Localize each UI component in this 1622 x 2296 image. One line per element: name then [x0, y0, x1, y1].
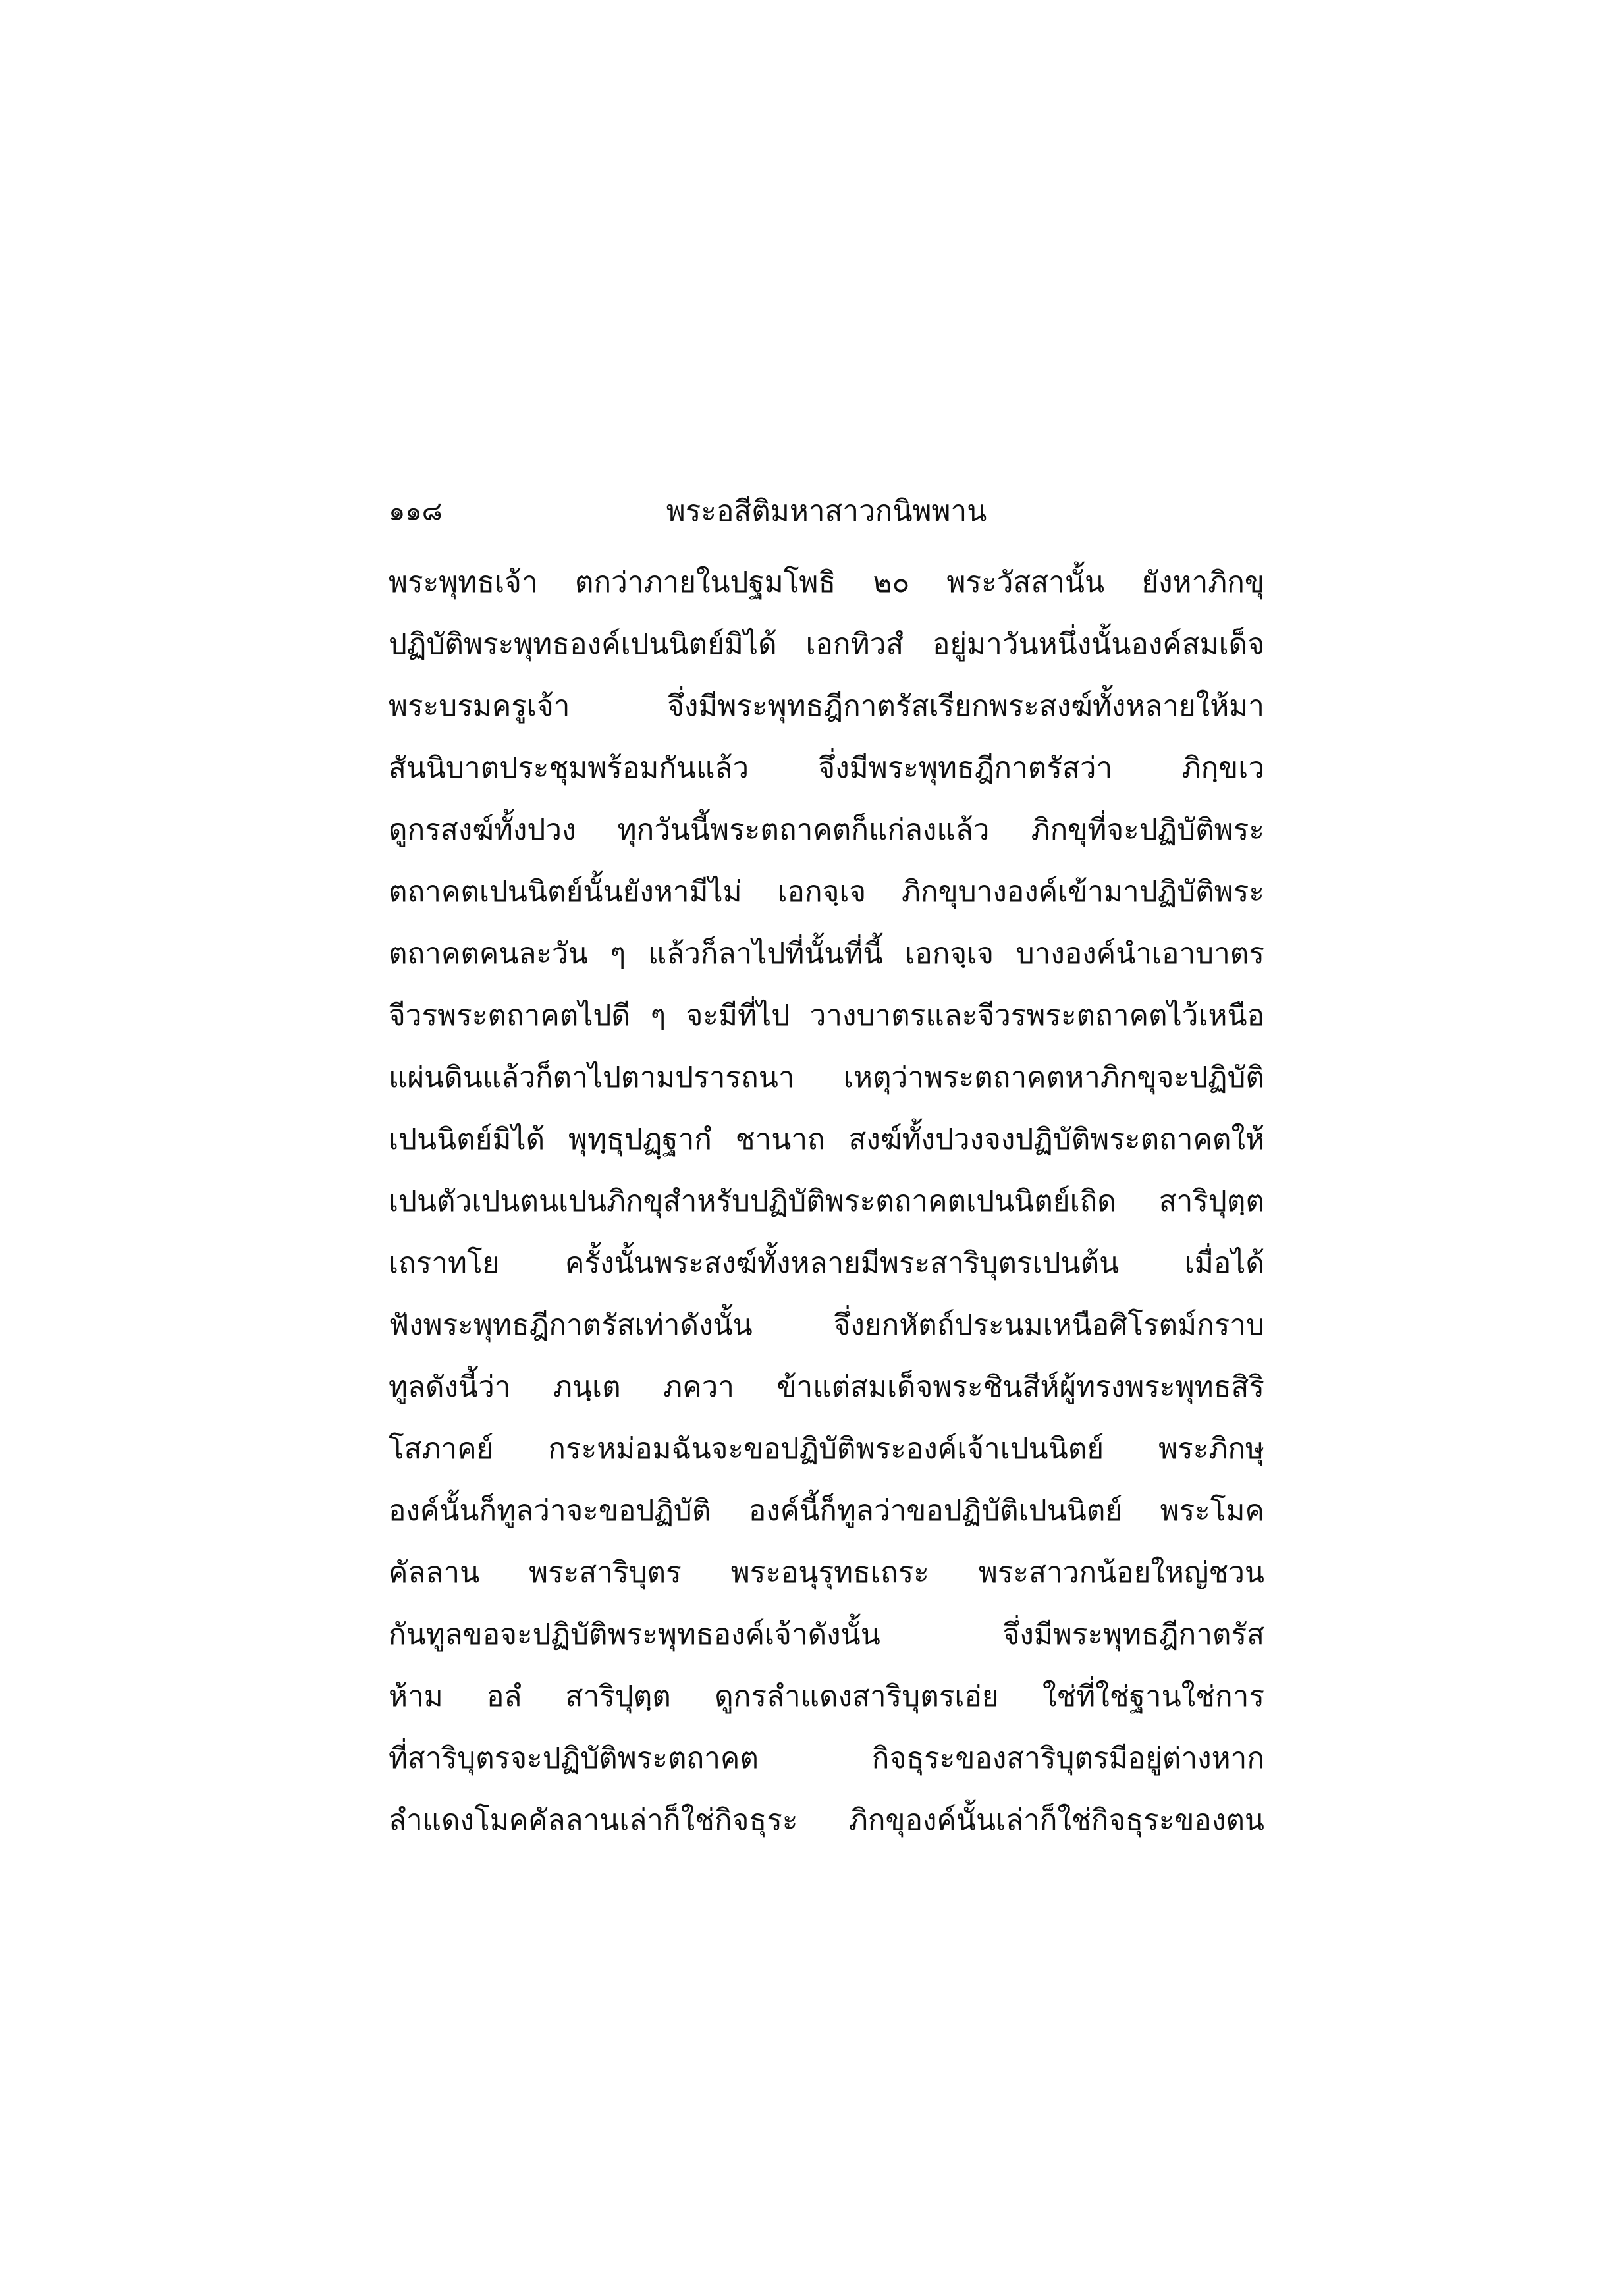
text-line: ตถาคตเปนนิตย์นั้นยังหามีไม่ เอกจฺเจ ภิกขุบางองค์เข้ามาปฏิบัติพระ — [389, 875, 1264, 909]
text-line: เปนตัวเปนตนเปนภิกขุสำหรับปฏิบัติพระตถาคตเปนนิตย์เถิด สาริปุตฺต — [389, 1185, 1264, 1218]
page-header — [389, 489, 1264, 535]
text-line: องค์นั้นก็ทูลว่าจะขอปฏิบัติ องค์นี้ก็ทูลว่าขอปฏิบัติเปนนิตย์ พระโมค — [389, 1494, 1264, 1528]
text-line: ที่สาริบุตรจะปฏิบัติพระตถาคต กิจธุระของสาริบุตรมีอยู่ต่างหาก — [389, 1742, 1264, 1775]
text-line: ปฏิบัติพระพุทธองค์เปนนิตย์มิได้ เอกทิวสํ อยู่มาวันหนึ่งนั้นองค์สมเด็จ — [389, 627, 1264, 661]
text-line: ทูลดังนี้ว่า ภนฺเต ภควา ข้าแต่สมเด็จพระชินสีห์ผู้ทรงพระพุทธสิริ — [389, 1370, 1264, 1404]
text-line: คัลลาน พระสาริบุตร พระอนุรุทธเถระ พระสาวกน้อยใหญ่ชวน — [389, 1556, 1264, 1589]
text-line: ลำแดงโมคคัลลานเล่าก็ใช่กิจธุระ ภิกขุองค์นั้นเล่าก็ใช่กิจธุระของตน — [389, 1803, 1264, 1837]
text-line: ตถาคตคนละวัน ๆ แล้วก็ลาไปที่นั้นที่นี้ เอกจฺเจ บางองค์นำเอาบาตร — [389, 937, 1264, 971]
text-line: เปนนิตย์มิได้ พุทฺธุปฏฺฐากํ ชานาถ สงฆ์ทั้งปวงจงปฏิบัติพระตถาคตให้ — [389, 1123, 1264, 1156]
text-line: เถราทโย ครั้งนั้นพระสงฆ์ทั้งหลายมีพระสาริบุตรเปนต้น เมื่อได้ — [389, 1246, 1264, 1280]
text-line: ห้าม อลํ สาริปุตฺต ดูกรลำแดงสาริบุตรเอ่ย ใช่ที่ใช่ฐานใช่การ — [389, 1680, 1264, 1713]
text-line: กันทูลขอจะปฏิบัติพระพุทธองค์เจ้าดังนั้น จึ่งมีพระพุทธฎีกาตรัส — [389, 1618, 1264, 1651]
text-line: พระพุทธเจ้า ตกว่าภายในปฐมโพธิ ๒๐ พระวัสสานั้น ยังหาภิกขุ — [389, 566, 1264, 599]
text-line: จีวรพระตถาคตไปดี ๆ จะมีที่ไป วางบาตรและจีวรพระตถาคตไว้เหนือ — [389, 999, 1264, 1032]
text-line: โสภาคย์ กระหม่อมฉันจะขอปฏิบัติพระองค์เจ้าเปนนิตย์ พระภิกษุ — [389, 1432, 1264, 1466]
page-number: ๑๑๘ — [389, 496, 443, 527]
text-line: พระบรมครูเจ้า จึ่งมีพระพุทธฎีกาตรัสเรียกพระสงฆ์ทั้งหลายให้มา — [389, 689, 1264, 723]
running-title: พระอสีติมหาสาวกนิพพาน — [666, 494, 987, 528]
text-line: สันนิบาตประชุมพร้อมกันแล้ว จึ่งมีพระพุทธฎีกาตรัสว่า ภิกฺขเว — [389, 751, 1264, 785]
text-line: ฟังพระพุทธฎีกาตรัสเท่าดังนั้น จึ่งยกหัตถ์ประนมเหนือศิโรตม์กราบ — [389, 1308, 1264, 1342]
text-line: แผ่นดินแล้วก็ตาไปตามปรารถนา เหตุว่าพระตถาคตหาภิกขุจะปฏิบัติ — [389, 1061, 1264, 1094]
text-line: ดูกรสงฆ์ทั้งปวง ทุกวันนี้พระตถาคตก็แก่ลงแล้ว ภิกขุที่จะปฏิบัติพระ — [389, 813, 1264, 847]
body-text — [389, 552, 1264, 1852]
